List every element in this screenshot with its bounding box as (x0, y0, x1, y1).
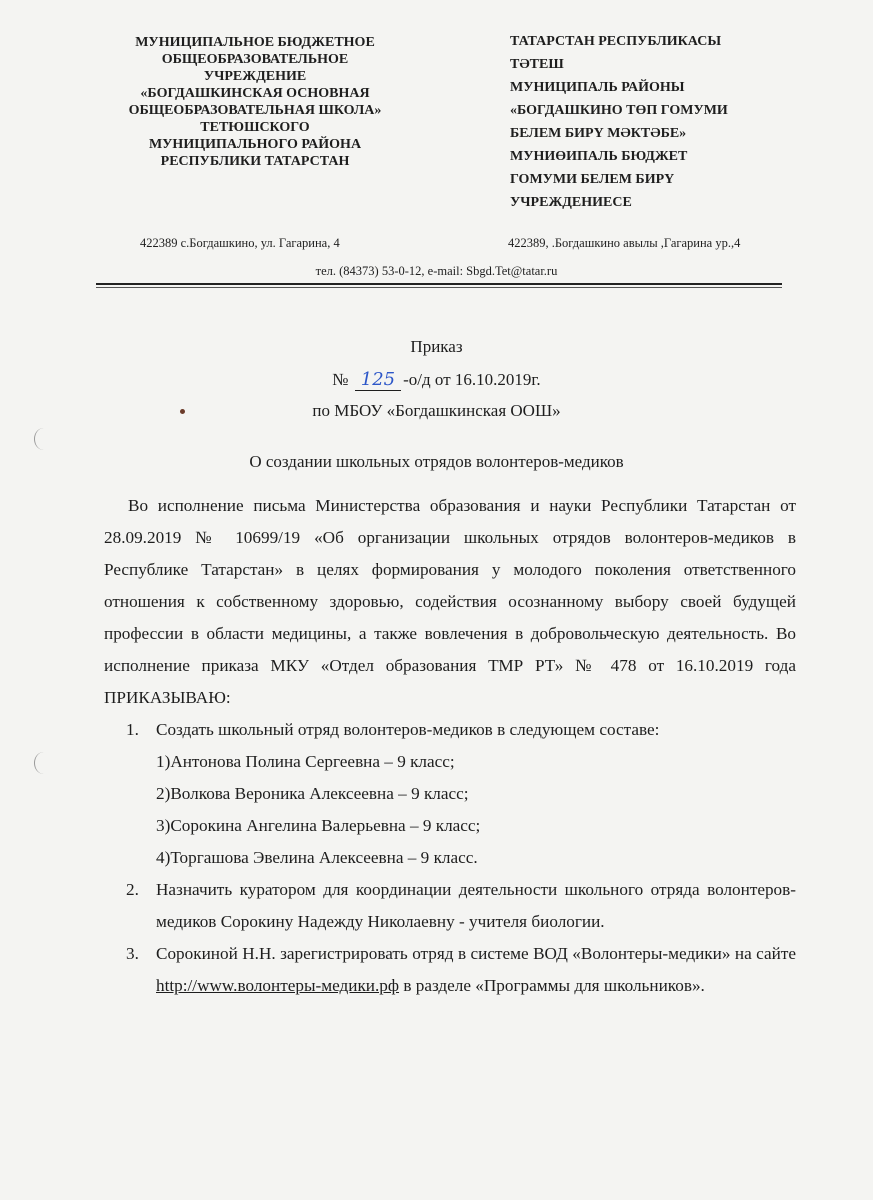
header-left-line: РЕСПУБЛИКИ ТАТАРСТАН (160, 154, 350, 169)
item-number: 3. (126, 944, 139, 963)
header-right-line: МУНИӨИПАЛЬ БЮДЖЕТ (510, 149, 688, 164)
order-number-line (0, 369, 873, 391)
header-left-line: УЧРЕЖДЕНИЕ (203, 69, 307, 84)
header-right-line: ТАТАРСТАН РЕСПУБЛИКАСЫ (510, 34, 722, 49)
volunteers-site-link[interactable]: http://www.волонтеры-медики.рф (156, 976, 400, 995)
number-suffix: -о/д от 16.10.2019г. (403, 370, 541, 389)
item-number: 1. (126, 720, 139, 739)
punch-hole-mark (34, 428, 53, 450)
contacts-line: тел. (84373) 53-0-12, e-mail: Sbgd.Tet@tatar.ru (315, 264, 558, 278)
member-item: 2)Волкова Вероника Алексеевна – 9 класс; (156, 784, 469, 803)
address-right: 422389, .Богдашкино авылы ,Гагарина ур.,4 (508, 236, 741, 250)
ink-spot (180, 409, 185, 414)
header-left-line: «БОГДАШКИНСКАЯ ОСНОВНАЯ (140, 86, 370, 101)
order-item (126, 874, 796, 938)
header-right-line: ТӘТЕШ (510, 57, 564, 72)
header-divider (96, 283, 782, 285)
member-item: 1)Антонова Полина Сергеевна – 9 класс; (156, 752, 455, 771)
order-subject: О создании школьных отрядов волонтеров-медиков (249, 452, 624, 471)
address-left: 422389 с.Богдашкино, ул. Гагарина, 4 (140, 236, 340, 250)
header-left-line: ОБЩЕОБРАЗОВАТЕЛЬНОЕ (161, 52, 349, 67)
intro-paragraph: Во исполнение письма Министерства образования и науки Республики Татарстан от 28.09.2019 № 10699/19 «Об организации школьных отрядов волонтеров-медиков в Республике Татарстан» в целях формирования у молодого поколения ответственного отношения к собственному здоровью, содействия осознанному выбору своей будущей профессии в области медицины, а также вовлечения в добровольческую деятельность. Во исполнение приказа МКУ «Отдел образования ТМР РТ» № 478 от 16.10.2019 года ПРИКАЗЫВАЮ: (104, 496, 796, 707)
member-item: 3)Сорокина Ангелина Валерьевна – 9 класс; (156, 816, 481, 835)
order-body (104, 490, 796, 1002)
header-right-line: ГОМУМИ БЕЛЕМ БИРҮ (510, 172, 675, 187)
order-organization: по МБОУ «Богдашкинская ООШ» (312, 401, 561, 420)
number-prefix: № (332, 370, 349, 389)
header-right-line: УЧРЕЖДЕНИЕСЕ (510, 195, 632, 210)
header-right-line: «БОГДАШКИНО ТӨП ГОМУМИ (510, 103, 728, 118)
item-text: Создать школьный отряд волонтеров-медиков в следующем составе: (156, 720, 660, 739)
item-text: Назначить куратором для координации деятельности школьного отряда волонтеров-медиков Сорокину Надежду Николаевну - учителя биологии. (156, 880, 796, 931)
member-item: 4)Торгашова Эвелина Алексеевна – 9 класс. (156, 848, 478, 867)
order-items (104, 714, 796, 1002)
punch-hole-mark (34, 752, 53, 774)
order-title: Приказ (410, 337, 463, 356)
members-list (156, 746, 796, 874)
handwritten-order-number: 125 (355, 369, 401, 391)
header-left-line: МУНИЦИПАЛЬНОЕ БЮДЖЕТНОЕ (135, 35, 375, 50)
order-item (126, 938, 796, 1002)
order-item (126, 714, 796, 874)
header-left-line: МУНИЦИПАЛЬНОГО РАЙОНА (148, 137, 362, 152)
header-left-org-name (100, 34, 410, 170)
header-left-line: ТЕТЮШСКОГО (200, 120, 310, 135)
item-number: 2. (126, 880, 139, 899)
header-right-org-name (510, 30, 800, 214)
header-right-line: БЕЛЕМ БИРҮ МӘКТӘБЕ» (510, 126, 687, 141)
header-divider-thin (96, 287, 782, 288)
item-text: Сорокиной Н.Н. зарегистрировать отряд в системе ВОД «Волонтеры-медики» на сайте (156, 944, 796, 963)
header-left-line: ОБЩЕОБРАЗОВАТЕЛЬНАЯ ШКОЛА» (128, 103, 382, 118)
header-right-line: МУНИЦИПАЛЬ РАЙОНЫ (510, 80, 685, 95)
item-text: в разделе «Программы для школьников». (399, 976, 705, 995)
